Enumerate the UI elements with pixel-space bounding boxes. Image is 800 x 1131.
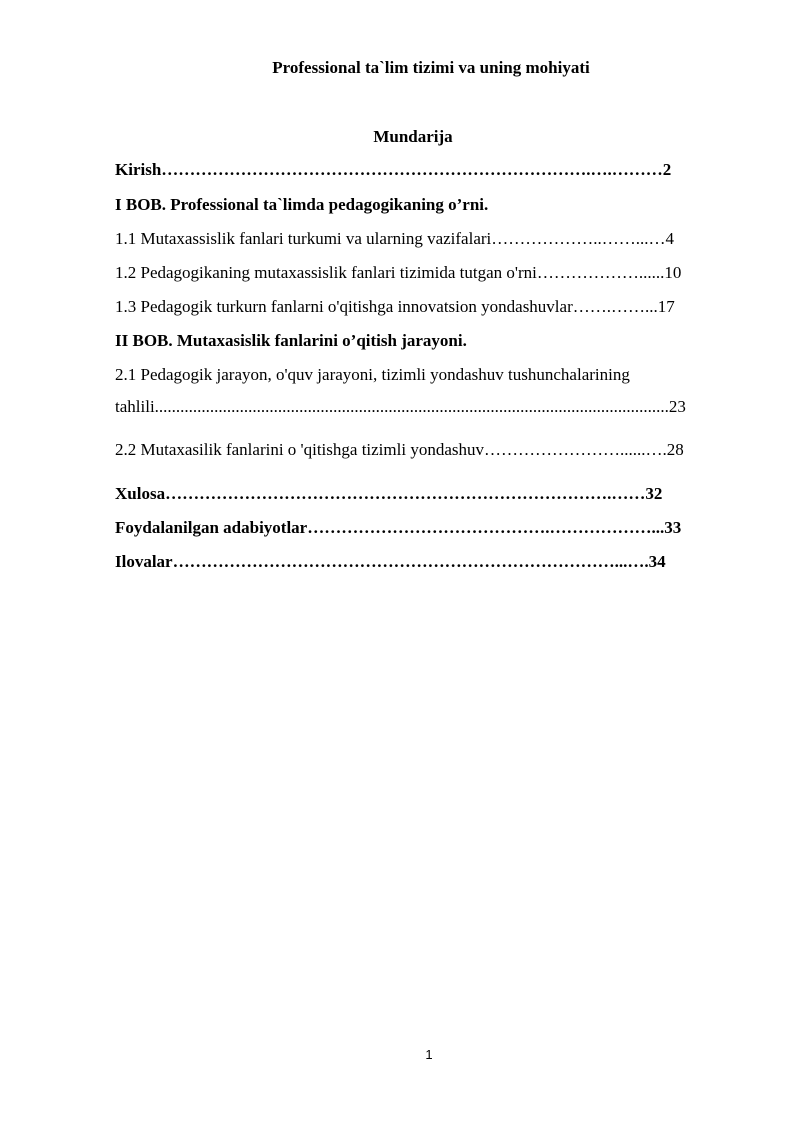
toc-chapter-2: II BOB. Mutaxasislik fanlarini o’qitish jarayoni. — [115, 331, 467, 350]
toc-entry-2-1-line-1: 2.1 Pedagogik jarayon, o'quv jarayoni, tizimli yondashuv tushunchalarining — [115, 365, 630, 384]
toc-entry-xulosa: Xulosa…………………………………………………………………….……32 — [115, 484, 663, 503]
toc-entry-kirish: Kirish………………………………………………………………….….………2 — [115, 160, 672, 179]
toc-entry-foydalanilgan-adabiyotlar: Foydalanilgan adabiyotlar…………………………………….………………...33 — [115, 518, 682, 537]
page-title: Professional ta`lim tizimi va uning mohiyati — [272, 58, 590, 77]
toc-chapter-1: I BOB. Professional ta`limda pedagogikaning o’rni. — [115, 195, 489, 214]
toc-entry-1-2: 1.2 Pedagogikaning mutaxassislik fanlari tizimida tutgan o'rni………………......10 — [115, 263, 682, 282]
toc-entry-2-1-line-2: tahlili.........................................................................................................................23 — [115, 397, 686, 416]
toc-entry-1-3: 1.3 Pedagogik turkurn fanlarni o'qitishga innovatsion yondashuvlar…….……...17 — [115, 297, 675, 316]
toc-entry-1-1: 1.1 Mutaxassislik fanlari turkumi va ularning vazifalari………………..……...…4 — [115, 229, 675, 248]
toc-entry-2-2: 2.2 Mutaxasilik fanlarini o 'qitishga tizimli yondashuv……………………......….28 — [115, 440, 684, 459]
page-number: 1 — [425, 1047, 433, 1062]
toc-heading: Mundarija — [373, 127, 453, 146]
toc-entry-ilovalar: Ilovalar……………………………………………………………………...….34 — [115, 552, 666, 571]
